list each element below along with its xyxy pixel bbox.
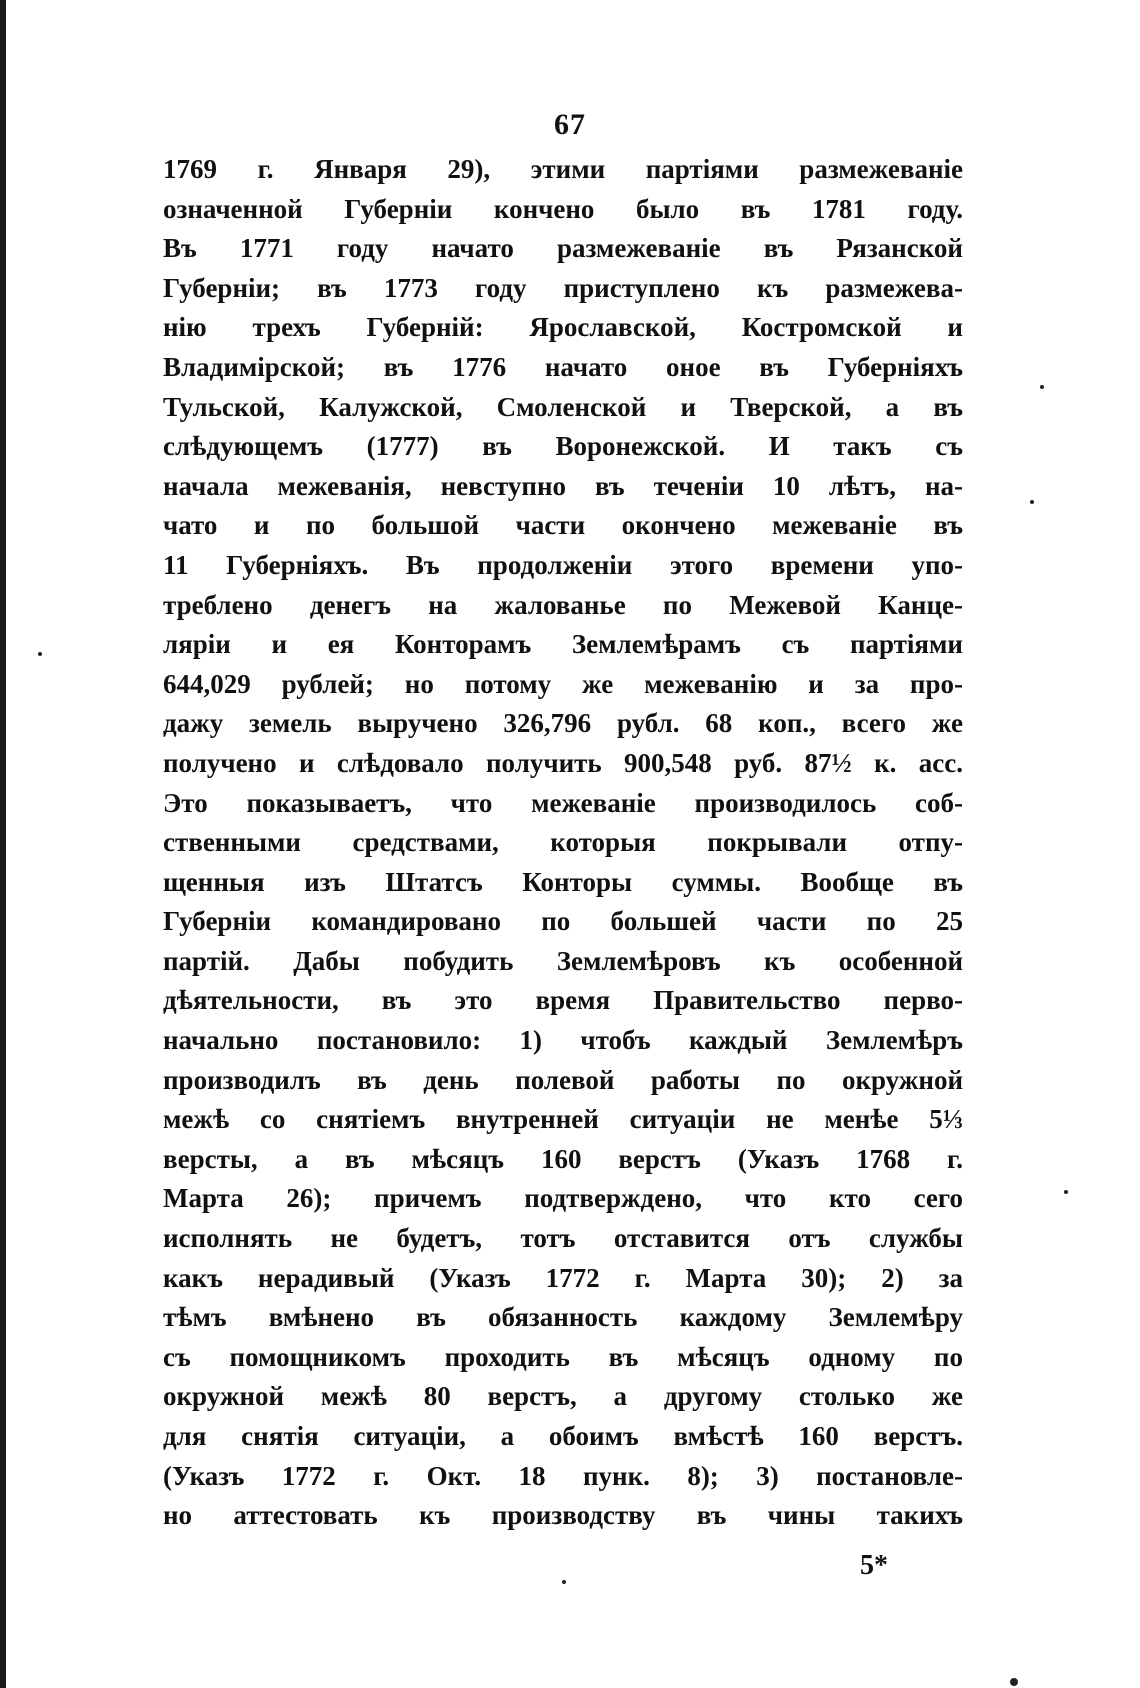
body-text <box>163 150 963 1536</box>
text-line: 11 Губерніяхъ. Въ продолженіи этого времени упо- <box>163 549 963 580</box>
text-line: производилъ въ день полевой работы по окружной <box>163 1064 963 1095</box>
text-line: дажу земель выручено 326,796 рубл. 68 коп., всего же <box>163 708 963 739</box>
text-line: Въ 1771 году начато размежеваніе въ Рязанской <box>163 233 963 264</box>
text-line: 644,029 рублей; но потому же межеванію и за про- <box>163 668 963 699</box>
text-line: межѣ со снятіемъ внутренней ситуаціи не менѣе 5⅓ <box>163 1104 963 1135</box>
text-line: версты, а въ мѣсяцъ 160 верстъ (Указъ 1768 г. <box>163 1143 963 1174</box>
text-line: ственными средствами, которыя покрывали отпу- <box>163 827 963 858</box>
signature-mark: 5* <box>860 1550 888 1581</box>
text-line: получено и слѣдовало получить 900,548 руб. 87½ к. асс. <box>163 747 963 778</box>
speck-mark <box>38 652 42 656</box>
text-line: означенной Губерніи кончено было въ 1781 году. <box>163 193 963 224</box>
text-line: нію трехъ Губерній: Ярославской, Костромской и <box>163 312 963 343</box>
text-line: Тульской, Калужской, Смоленской и Тверской, а въ <box>163 391 963 422</box>
text-line: дѣятельности, въ это время Правительство перво- <box>163 985 963 1016</box>
text-line: (Указъ 1772 г. Окт. 18 пунк. 8); 3) постановле- <box>163 1460 963 1491</box>
text-line: Губерніи командировано по большей части по 25 <box>163 906 963 937</box>
text-line: какъ нерадивый (Указъ 1772 г. Марта 30); 2) за <box>163 1262 963 1293</box>
speck-mark <box>1064 1190 1068 1194</box>
text-line: но аттестовать къ производству въ чины такихъ <box>163 1500 963 1531</box>
text-line: партій. Дабы побудить Землемѣровъ къ особенной <box>163 945 963 976</box>
text-line: ляріи и ея Конторамъ Землемѣрамъ съ партіями <box>163 629 963 660</box>
text-line: слѣдующемъ (1777) въ Воронежской. И такъ съ <box>163 431 963 462</box>
text-line: Владимірской; въ 1776 начато оное въ Губерніяхъ <box>163 351 963 382</box>
text-line: для снятія ситуаціи, а обоимъ вмѣстѣ 160 верстъ. <box>163 1421 963 1451</box>
scan-edge <box>0 0 6 1688</box>
speck-mark <box>1030 500 1034 504</box>
text-line: окружной межѣ 80 верстъ, а другому столько же <box>163 1381 963 1412</box>
text-line: начала межеванія, невступно въ теченіи 10 лѣтъ, на- <box>163 470 963 501</box>
text-line: щенныя изъ Штатсъ Конторы суммы. Вообще въ <box>163 866 963 897</box>
text-line: съ помощникомъ проходить въ мѣсяцъ одному по <box>163 1341 963 1372</box>
page-number: 67 <box>554 108 586 141</box>
text-line: Губерніи; въ 1773 году приступлено къ размежева- <box>163 272 963 303</box>
text-line: тѣмъ вмѣнено въ обязанность каждому Землемѣру <box>163 1302 963 1333</box>
text-line: начально постановило: 1) чтобъ каждый Землемѣръ <box>163 1025 963 1056</box>
text-line: исполнять не будетъ, тотъ отставится отъ службы <box>163 1223 963 1254</box>
text-line: Это показываетъ, что межеваніе производилось соб- <box>163 787 963 818</box>
text-line: Марта 26); причемъ подтверждено, что кто сего <box>163 1183 963 1214</box>
text-line: 1769 г. Января 29), этими партіями размежеваніе <box>163 154 963 184</box>
speck-mark <box>1010 1678 1018 1686</box>
text-line: треблено денегъ на жалованье по Межевой Канце- <box>163 589 963 620</box>
speck-mark <box>1040 385 1044 389</box>
speck-mark <box>562 1580 566 1584</box>
text-line: чато и по большой части окончено межеваніе въ <box>163 510 963 541</box>
